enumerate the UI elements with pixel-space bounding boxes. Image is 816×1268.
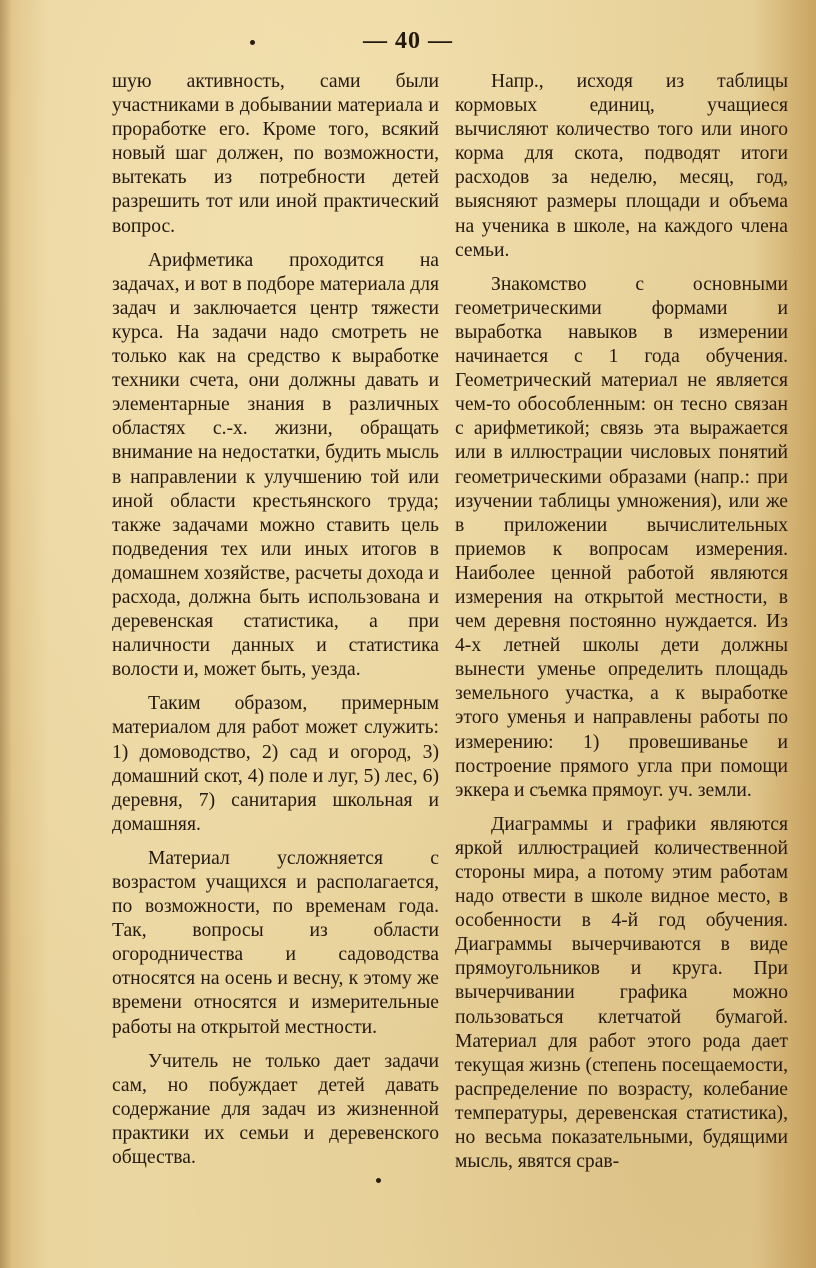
left-paragraph-5: Учитель не только дает задачи сам, но побуждает детей давать содержание для задач из жизненной практики их семьи и деревенского общества. [112, 1050, 439, 1169]
left-column [112, 70, 439, 1180]
right-paragraph-2: Знакомство с основными геометрическими формами и выработка навыков в измерении начинается с 1 года обучения. Геометрический материал не является чем-то обособленным: он тесно связан с арифметикой; связь эта выражается или в иллюстрации числовых понятий геометрическими образами (напр.: при изучении таблицы умножения), или же в приложении вычислительных приемов к вопросам измерения. Наиболее ценной работой являются измерения на открытой местности, в чем деревня постоянно нуждается. Из 4-х летней школы дети должны вынести уменье определить площадь земельного участка, а к выработке этого уменья и направлены работы по измерению: 1) провешиванье и построение прямого угла при помощи эккера и съемка прямоуг. уч. земли. [455, 273, 788, 801]
left-paragraph-1: шую активность, сами были участниками в добывании материала и проработке его. Кроме того, всякий новый шаг должен, по возможности, вытекать из потребности детей разрешить тот или иной практический вопрос. [112, 71, 439, 237]
page-crease-shadow [0, 0, 12, 1268]
right-paragraph-3: Диаграммы и графики являются яркой иллюстрацией количественной стороны мира, а потому этим работам надо отвести в школе видное место, в особенности в 4-й год обучения. Диаграммы вычерчиваются в виде прямоугольников и круга. При вычерчивании графика можно пользоваться клетчатой бумагой. Материал для работ этого рода дает текущая жизнь (степень посещаемости, распределение по возрасту, колебание температуры, деревенская статистика), но весьма показательными, будящими мысль, явятся срав- [455, 813, 788, 1173]
right-column [455, 70, 788, 1184]
left-paragraph-2: Арифметика проходится на задачах, и вот в подборе материала для задач и заключается центр тяжести курса. На задачи надо смотреть не только как на средство к выработке техники счета, они должны давать и элементарные знания в различных областях с.-х. жизни, обращать внимание на недостатки, будить мысль в направлении к улучшению той или иной области крестьянского труда; также задачами можно ставить цель подведения тех или иных итогов в домашнем хозяйстве, расчеты дохода и расхода, должна быть использована и деревенская статистика, а при наличности данных и статистика волости и, может быть, уезда. [112, 249, 439, 681]
page-number: — 40 — [363, 28, 453, 54]
left-paragraph-3: Таким образом, примерным материалом для работ может служить: 1) домоводство, 2) сад и огород, 3) домашний скот, 4) поле и луг, 5) лес, 6) деревня, 7) санитария школьная и домашняя. [112, 693, 439, 835]
left-paragraph-4: Материал усложняется с возрастом учащихся и располагается, по возможности, по временам года. Так, вопросы из области огородничества и садоводства относятся на осень и весну, к этому же времени относятся и измерительные работы на открытой местности. [112, 847, 439, 1038]
right-paragraph-1: Напр., исходя из таблицы кормовых единиц, учащиеся вычисляют количество того или иного корма для скота, подводят итоги расходов за неделю, месяц, год, выясняют размеры площади и объема на ученика в школе, на каждого члена семьи. [455, 71, 788, 261]
